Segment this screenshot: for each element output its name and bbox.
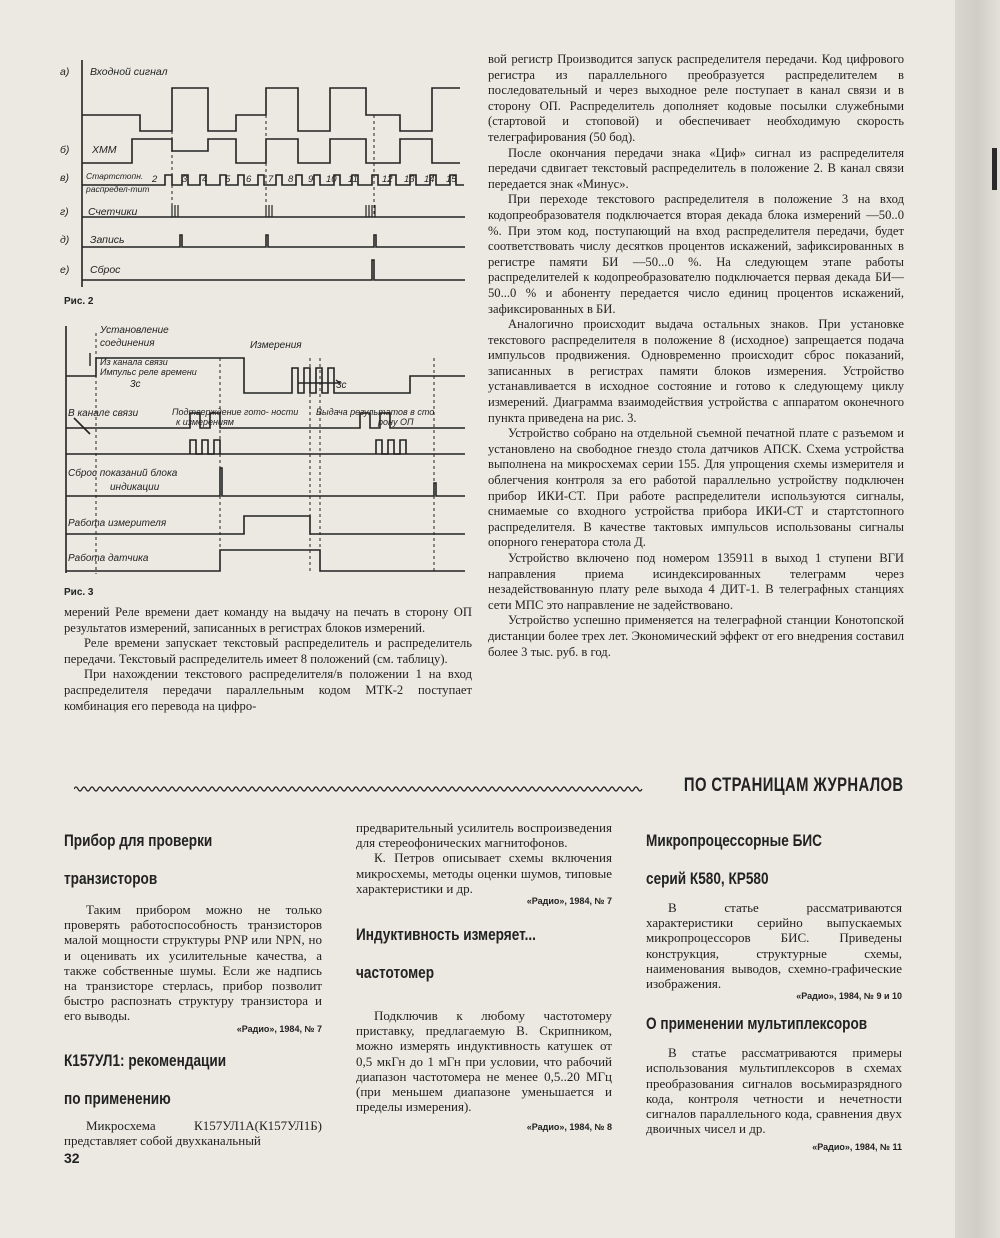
heading-inductance-2: частотомер <box>356 963 435 983</box>
fig2-mark: 7 <box>268 174 274 185</box>
fig3-3s-label-a: 3с <box>130 379 141 390</box>
heading-microprocessor-1: Микропроцессорные БИС <box>646 831 822 850</box>
fig2-mark: 3 <box>182 174 188 185</box>
fig2-row-v: в) <box>60 172 69 184</box>
fig3-measure-label: Измерения <box>250 340 302 351</box>
fig2-reset-label: Сброс <box>90 264 121 276</box>
digest-paragraph: В статье рассматриваются характеристики серийно выпускаемых микропроцессоров БИС. Приведены конструкция, структурные схемы, наименования выводов, схемно-графические изображения. <box>646 900 902 992</box>
right-paragraph: Аналогично происходит выдача остальных знаков. При установке текстового распределителя в положение 8 (исходное) запрещается подача импульсов продвижения. Одновременно происходит сброс показаний, записанных в регистрах памяти блоков измерения. Устройство устанавливается в исходное состояние и готово к следующему циклу измерений. Диаграмма взаимодействия устройства с аппаратом оконечного пункта приведена на рис. 3. <box>488 317 904 425</box>
fig2-counters-label: Счетчики <box>88 206 138 218</box>
fig2-input-signal-label: Входной сигнал <box>90 66 168 78</box>
citation: «Радио», 1984, № 7 <box>236 1023 322 1034</box>
fig3-sensor-label: Работа датчика <box>68 553 149 564</box>
right-paragraph: При переходе текстового распределителя в положение 3 на вход кодопреобразователя подключается вторая декада блока измерений —50..0 %. При этом код, поступающий на вход распределителя передачи, будет соответствовать числу десятков процентов искажений, зафиксированных в регистре памяти БИ —50...0 %. На следующем этапе работы распределителей к кодопреобразователю подключается первая декада БИ—50...0 % и абоненту передается число единиц процентов искажений, зафиксированных в БИ. <box>488 192 904 316</box>
right-paragraph: После окончания передачи знака «Циф» сигнал из распределителя передачи сдвигает текстовый распределитель в положение 2. В канал связи передается знак «Минус». <box>488 145 904 191</box>
left-paragraph: При нахождении текстового распределителя/в положении 1 на вход распределителя передачи параллельным кодом МТК-2 поступает комбинация его перевода на цифро- <box>64 667 472 713</box>
right-paragraph: Устройство включено под номером 135911 в выход 1 ступени ВГИ направления приема исиндексированных телеграмм через незадействованную плату реле выхода 4 ДИТ-1. В телеграфных станциях сети МПС это направление не задействовано. <box>488 551 904 612</box>
fig2-row-g: г) <box>60 206 69 218</box>
fig2-mark: 15 <box>446 174 457 185</box>
fig2-distributor-label-2: распредел-тит <box>86 184 150 194</box>
heading-k157ul1-1: К157УЛ1: рекомендации <box>64 1050 227 1070</box>
fig2-mark: 13 <box>404 174 415 185</box>
fig3-meter-label: Работа измерителя <box>68 518 167 529</box>
digest-paragraph: К. Петров описывает схемы включения микросхемы, методы оценки шумов, типовые характеристики и др. <box>356 850 612 896</box>
fig3-reset-label-2: индикации <box>110 482 160 493</box>
citation: «Радио», 1984, № 9 и 10 <box>796 991 902 1002</box>
figure-2-caption: Рис. 2 <box>64 296 94 307</box>
fig3-timer-pulse-label: Импульс реле времени <box>100 367 197 377</box>
fig2-mark: 11 <box>348 174 358 185</box>
figure-3-interaction-diagram <box>60 318 470 580</box>
fig2-mark: 4 <box>202 174 208 185</box>
fig2-mark: 9 <box>308 174 314 185</box>
citation: «Радио», 1984, № 8 <box>526 1122 612 1133</box>
fig2-mark: 8 <box>288 174 294 185</box>
fig3-from-channel-label: Из канала связи <box>100 357 168 367</box>
citation: «Радио», 1984, № 7 <box>526 896 612 907</box>
left-paragraph: Реле времени запускает текстовый распределитель и распределитель передачи. Текстовый распределитель имеет 8 положений (см. таблицу). <box>64 636 472 666</box>
fig2-mark: 5 <box>225 174 231 185</box>
digest-column-2 <box>356 820 612 1132</box>
fig3-output-label-2: рону ОП <box>378 417 414 427</box>
fig3-established-label: Установление <box>100 325 169 336</box>
digest-paragraph: Таким прибором можно не только проверять работоспособность транзисторов малой мощности структуры PNP или NPN, но и оценивать их усилительные качества, а также собственные шумы. Если же надпись на транзисторе стерлась, прибор позволит быстро распознать структуру транзистора и его выводы. <box>64 902 322 1024</box>
heading-k157ul1-2: по применению <box>64 1088 171 1108</box>
fig3-confirm-label-1: Подтверждение гото- ности <box>172 407 299 417</box>
fig2-mark: 14 <box>424 174 435 185</box>
wavy-rule <box>74 784 670 794</box>
fig2-row-a: а) <box>60 66 70 78</box>
fig2-row-d: д) <box>60 234 70 246</box>
ink-blot <box>992 148 997 190</box>
right-paragraph: Устройство собрано на отдельной съемной печатной плате с разъемом и установлено на свободное гнездо стола датчиков АПСК. Схема устройства выполнена на микросхемах серии 155. Для упрощения схемы измерителя и облегчения контроля за его работой параллельно устройству подключен прибор ИКИ-СТ. При работе распределители используются сигналы, снимаемые со входного устройства прибора ИКИ-СТ и стартстопного распределителя. В качестве тактовых импульсов использованы сигналы опорного генератора стола Д. <box>488 426 904 550</box>
heading-microprocessor-2: серий К580, КР580 <box>646 869 769 888</box>
fig2-mark: 6 <box>246 174 252 185</box>
figure-3-caption: Рис. 3 <box>64 587 94 598</box>
digest-column-3 <box>646 824 902 1152</box>
fig3-output-label-1: Выдача результатов в сто <box>316 407 435 417</box>
fig2-mark: 12 <box>382 174 393 185</box>
fig3-3s-label-b: 3с <box>336 380 347 391</box>
fig2-row-b: б) <box>60 144 70 156</box>
heading-inductance-1: Индуктивность измеряет... <box>356 925 536 945</box>
fig2-write-label: Запись <box>90 234 125 246</box>
fig2-mark: 10 <box>326 174 337 185</box>
fig3-reset-label-1: Сброс показаний блока <box>68 468 178 479</box>
fig2-mark: 2 <box>152 174 158 185</box>
fig3-confirm-label-2: к измерениям <box>176 417 234 427</box>
fig2-row-e: е) <box>60 264 70 276</box>
left-article-column <box>64 605 472 714</box>
digest-column-1 <box>64 824 322 1148</box>
digest-paragraph: предварительный усилитель воспроизведения для стереофонических магнитофонов. <box>356 820 612 851</box>
right-paragraph: Устройство успешно применяется на телеграфной станции Конотопской дистанции более трех лет. Экономический эффект от его внедрения составил более 3 тыс. руб. в год. <box>488 613 904 659</box>
fig2-distributor-label-1: Стартстопн. <box>86 171 144 181</box>
fig2-hmm-label: ХММ <box>92 144 117 156</box>
digest-paragraph: Подключив к любому частотомеру приставку, предлагаемую В. Скрипником, можно измерять индуктивность катушек от 0,5 мкГн до 1 мГн при условии, что рабочий диапазон частотомера не менее 0,5..20 МГц (при меньшем диапазоне уменьшается и пределы измерения). <box>356 1008 612 1115</box>
left-paragraph: мерений Реле времени дает команду на выдачу на печать в сторону ОП результатов измерений, записанных в регистрах блоков измерений. <box>64 605 472 635</box>
right-article-column <box>488 52 904 660</box>
citation: «Радио», 1984, № 11 <box>812 1142 902 1153</box>
figure-2-timing-diagram <box>60 55 470 295</box>
section-band <box>74 775 904 801</box>
heading-multiplexers: О применении мультиплексоров <box>646 1014 868 1034</box>
digest-paragraph: В статье рассматриваются примеры использования мультиплексоров в схемах преобразования сигналов восьмиразрядного кода, контроля четности и нечетности сигналов параллельного кода, сравнения двух двоичных чисел и др. <box>646 1045 902 1137</box>
page-number: 32 <box>64 1150 80 1166</box>
fig3-to-channel-label: В канале связи <box>68 408 139 419</box>
heading-transistor-tester-1: Прибор для проверки <box>64 831 213 850</box>
fig3-connection-label: соединения <box>100 338 155 349</box>
section-title: ПО СТРАНИЦАМ ЖУРНАЛОВ <box>684 775 904 796</box>
digest-paragraph: Микросхема К157УЛ1А(К157УЛ1Б) представляет собой двухканальный <box>64 1117 322 1148</box>
heading-transistor-tester-2: транзисторов <box>64 869 158 888</box>
right-paragraph: вой регистр Производится запуск распределителя передачи. Код цифрового регистра из параллельного преобразуется распределителем в последовательный и через выходное реле поступает в канал связи и в сторону ОП. Распределитель дополняет кодовые посылки служебными (стартовой и стоповой) и обеспечивает необходимую скорость телеграфирования (50 бод). <box>488 52 904 144</box>
